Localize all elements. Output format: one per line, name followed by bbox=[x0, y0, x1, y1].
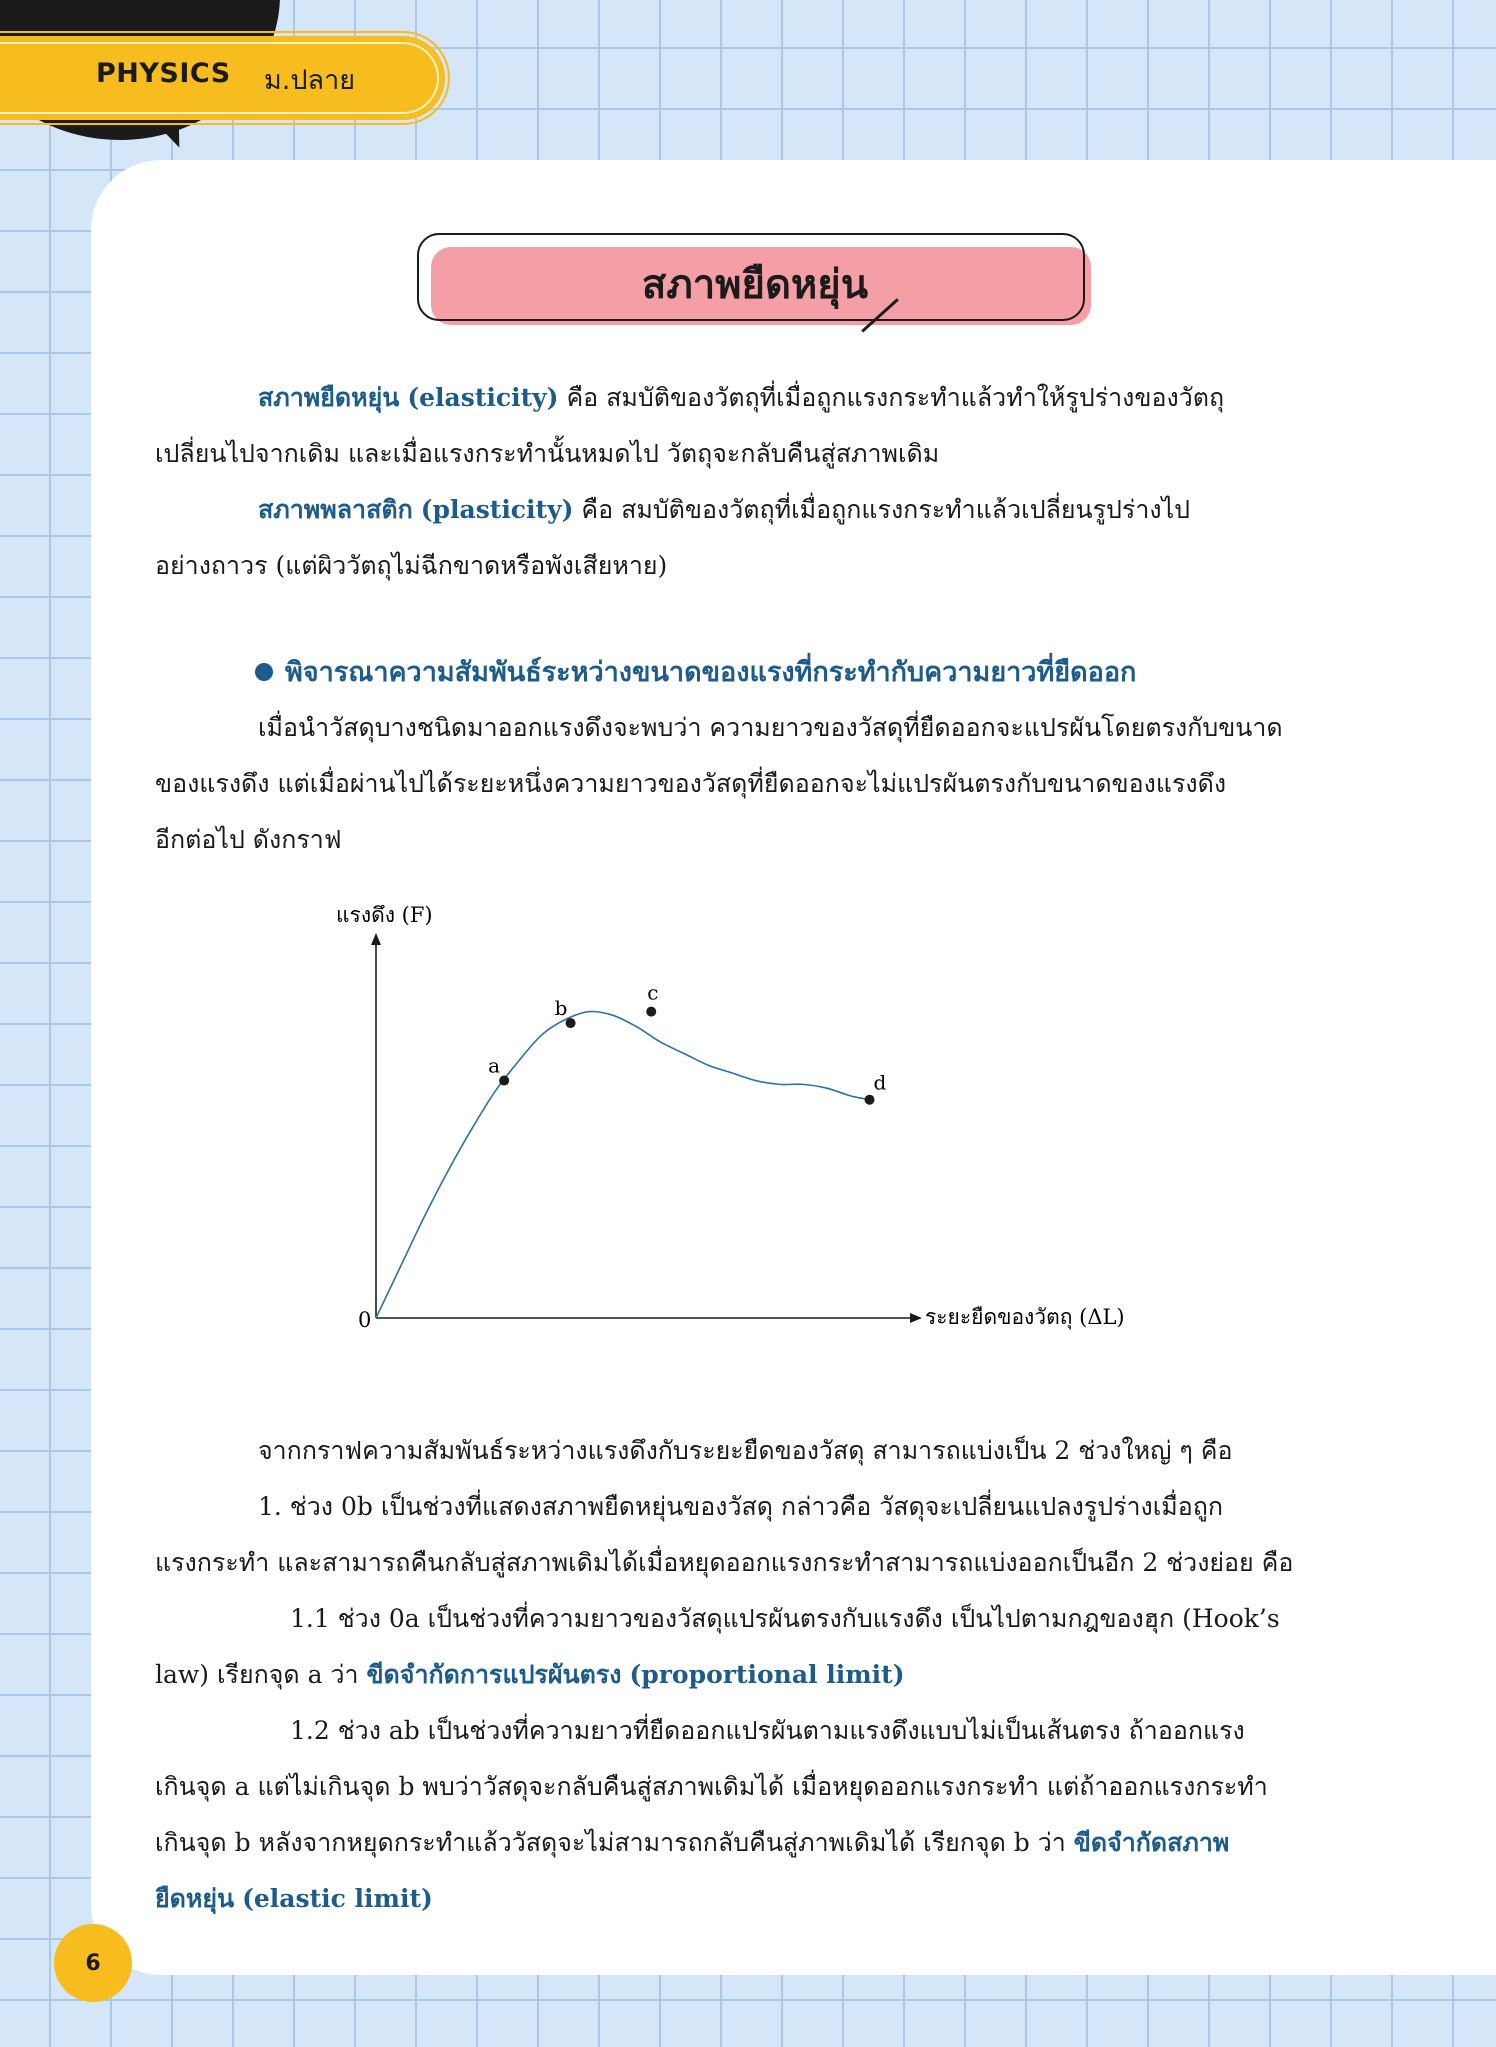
points-group bbox=[488, 981, 886, 1105]
term-plasticity-th: สภาพพลาสติก bbox=[258, 495, 413, 524]
series-group bbox=[376, 1011, 870, 1318]
definition-elasticity bbox=[155, 370, 1355, 594]
bullet-icon bbox=[255, 663, 273, 681]
point-label-d: d bbox=[873, 1070, 887, 1095]
item12-line1: 1.2 ช่วง ab เป็นช่วงที่ความยาวที่ยืดออกแปรผันตามแรงดึงแบบไม่เป็นเส้นตรง ถ้าออกแรง bbox=[290, 1716, 1245, 1745]
level-label: ม.ปลาย bbox=[264, 65, 356, 96]
point-a bbox=[499, 1076, 509, 1086]
term-proportional-en: (proportional limit) bbox=[629, 1660, 905, 1689]
section-heading bbox=[255, 650, 1136, 693]
body-text bbox=[155, 1423, 1355, 1927]
section-intro bbox=[155, 700, 1355, 868]
term-elastic-limit-th-2: ยืดหยุ่น bbox=[155, 1884, 235, 1913]
point-c bbox=[646, 1007, 656, 1017]
term-elasticity-th: สภาพยืดหยุ่น bbox=[258, 383, 400, 412]
item11-line1: 1.1 ช่วง 0a เป็นช่วงที่ความยาวของวัสดุแปรผันตรงกับแรงดึง เป็นไปตามกฎของฮุก (Hook’s bbox=[290, 1604, 1280, 1633]
body-intro: จากกราฟความสัมพันธ์ระหว่างแรงดึงกับระยะยืดของวัสดุ สามารถแบ่งเป็น 2 ช่วงใหญ่ ๆ คือ bbox=[258, 1436, 1233, 1465]
term-proportional-th: ขีดจำกัดการแปรผันตรง bbox=[366, 1660, 622, 1689]
item1-line1: 1. ช่วง 0b เป็นช่วงที่แสดงสภาพยืดหยุ่นของวัสดุ กล่าวคือ วัสดุจะเปลี่ยนแปลงรูปร่างเมื่อถูก bbox=[258, 1492, 1224, 1521]
y-axis-label: แรงดึง (F) bbox=[336, 903, 433, 927]
section-intro-line-1: เมื่อนำวัสดุบางชนิดมาออกแรงดึงจะพบว่า ความยาวของวัสดุที่ยืดออกจะแปรผันโดยตรงกับขนาด bbox=[258, 713, 1283, 742]
section-heading-text: พิจารณาความสัมพันธ์ระหว่างขนาดของแรงที่กระทำกับความยาวที่ยืดออก bbox=[285, 657, 1137, 688]
item12-line3-text: เกินจุด b หลังจากหยุดกระทำแล้ววัสดุจะไม่สามารถกลับคืนสู่ภาพเดิมได้ เรียกจุด b ว่า bbox=[155, 1828, 1066, 1857]
term-elastic-limit-th-1: ขีดจำกัดสภาพ bbox=[1073, 1828, 1230, 1857]
title-banner bbox=[417, 233, 1093, 327]
section-intro-line-3: อีกต่อไป ดังกราฟ bbox=[155, 825, 342, 854]
x-axis-label: ระยะยืดของวัตถุ (ΔL) bbox=[925, 1305, 1125, 1329]
page-number: 6 bbox=[54, 1924, 132, 2002]
item12-line2: เกินจุด a แต่ไม่เกินจุด b พบว่าวัสดุจะกลับคืนสู่สภาพเดิมได้ เมื่อหยุดออกแรงกระทำ แต่ถ้าออกแรงกระทำ bbox=[155, 1772, 1268, 1801]
term-elasticity-en: (elasticity) bbox=[407, 383, 559, 412]
point-d bbox=[865, 1095, 875, 1105]
item11-line2-text: law) เรียกจุด a ว่า bbox=[155, 1660, 359, 1689]
point-label-c: c bbox=[647, 980, 659, 1005]
section-intro-line-2: ของแรงดึง แต่เมื่อผ่านไปได้ระยะหนึ่งความยาวของวัสดุที่ยืดออกจะไม่แปรผันตรงกับขนาดของแรงดึง bbox=[155, 769, 1227, 798]
plasticity-text-2: อย่างถาวร (แต่ผิววัตถุไม่ฉีกขาดหรือพังเสียหาย) bbox=[155, 551, 668, 580]
point-label-b: b bbox=[554, 996, 568, 1021]
elasticity-text-2: เปลี่ยนไปจากเดิม และเมื่อแรงกระทำนั้นหมดไป วัตถุจะกลับคืนสู่สภาพเดิม bbox=[155, 439, 940, 468]
item1-line2: แรงกระทำ และสามารถคืนกลับสู่สภาพเดิมได้เมื่อหยุดออกแรงกระทำสามารถแบ่งออกเป็นอีก 2 ช่วงย่อย คือ bbox=[155, 1548, 1294, 1577]
elasticity-text-1: คือ สมบัติของวัตถุที่เมื่อถูกแรงกระทำแล้วทำให้รูปร่างของวัตถุ bbox=[566, 383, 1225, 412]
plasticity-text-1: คือ สมบัติของวัตถุที่เมื่อถูกแรงกระทำแล้วเปลี่ยนรูปร่างไป bbox=[581, 495, 1191, 524]
series-line bbox=[376, 1011, 870, 1318]
term-plasticity-en: (plasticity) bbox=[420, 495, 574, 524]
subject-label: PHYSICS bbox=[96, 58, 231, 89]
force-extension-chart bbox=[320, 880, 1200, 1350]
page-title: สภาพยืดหยุ่น bbox=[641, 262, 869, 308]
term-elastic-limit-en: (elastic limit) bbox=[242, 1884, 433, 1913]
origin-label: 0 bbox=[358, 1308, 372, 1332]
point-label-a: a bbox=[488, 1053, 501, 1078]
